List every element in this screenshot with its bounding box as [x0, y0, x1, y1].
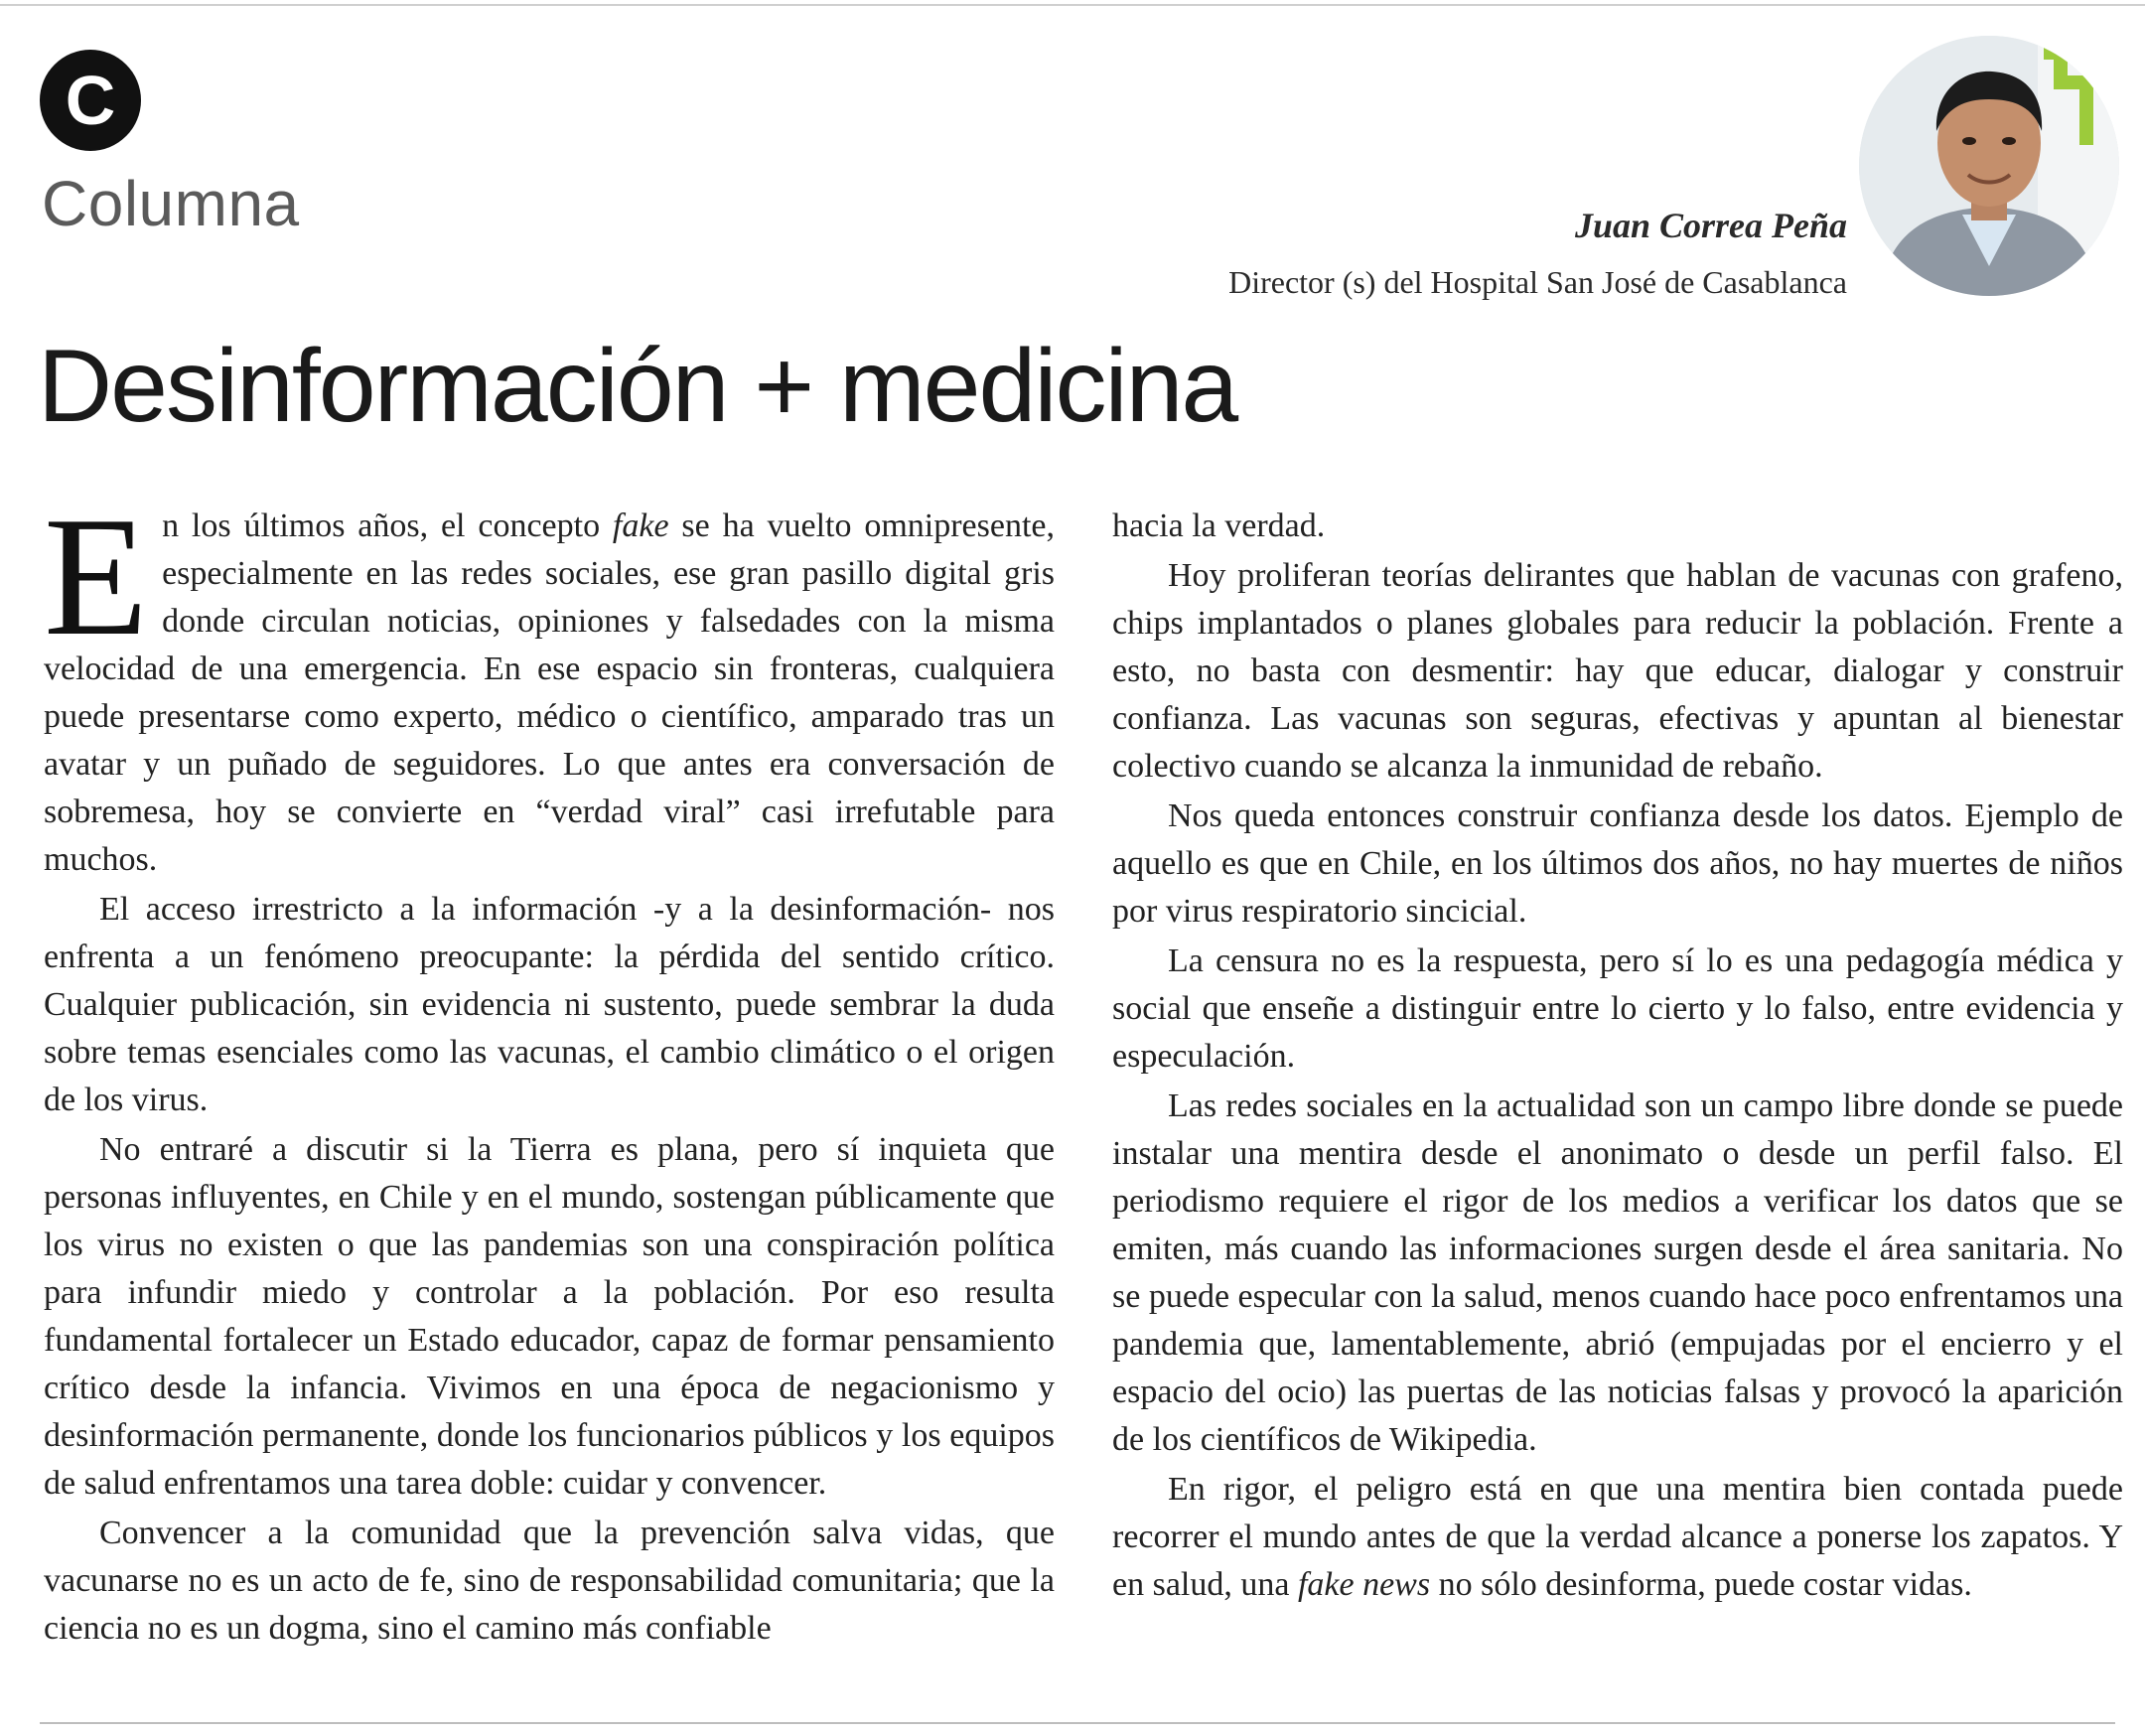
paragraph-text: n los últimos años, el concepto [162, 507, 613, 544]
article-column-right [1112, 503, 2123, 1611]
article-paragraph: No entraré a discutir si la Tierra es plana, pero sí inquieta que personas influyentes, en Chile y en el mundo, sostengan públicamente que los virus no existen o que las pandemias son una conspiración política para infundir miedo y controlar a la población. Por eso resulta fundamental fortalecer un Estado educador, capaz de formar pensamiento crítico desde la infancia. Vivimos en una época de negacionismo y desinformación permanente, donde los funcionarios públicos y los equipos de salud enfrentamos una tarea doble: cuidar y convencer. [44, 1131, 1055, 1502]
article-paragraph: El acceso irrestricto a la información -y a la desinformación- nos enfrenta a un fenómeno preocupante: la pérdida del sentido crítico. Cualquier publicación, sin evidencia ni sustento, puede sembrar la duda sobre temas esenciales como las vacunas, el cambio climático o el origen de los virus. [44, 891, 1055, 1118]
paragraph-text: no sólo desinforma, puede costar vidas. [1430, 1566, 1972, 1603]
top-rule [0, 4, 2145, 6]
emphasis-text: fake news [1297, 1566, 1431, 1603]
article-paragraph: Convencer a la comunidad que la prevención salva vidas, que vacunarse no es un acto de fe, sino de responsabilidad comunitaria; que la ciencia no es un dogma, sino el camino más confiable [44, 1515, 1055, 1647]
article-paragraph: Nos queda entonces construir confianza desde los datos. Ejemplo de aquello es que en Chile, en los últimos dos años, no hay muertes de niños por virus respiratorio sincicial. [1112, 797, 2123, 930]
article-headline: Desinformación + medicina [38, 329, 1237, 444]
article-paragraph: La censura no es la respuesta, pero sí lo es una pedagogía médica y social que enseñe a distinguir entre lo cierto y lo falso, entre evidencia y especulación. [1112, 942, 2123, 1075]
drop-cap: E [44, 483, 149, 671]
article-column-left [44, 483, 1055, 1655]
paragraph-text: En rigor, el peligro está en que una mentira bien contada puede recorrer el mundo antes de que la verdad alcance a ponerse los zapatos. Y en salud, una [1112, 1471, 2123, 1603]
author-portrait-icon [1859, 36, 2119, 296]
paragraph-text: se ha vuelto omnipresente, especialmente en las redes sociales, ese gran pasillo digital gris donde circulan noticias, opiniones y falsedades con la misma velocidad de una emergencia. En ese espacio sin fronteras, cualquiera puede presentarse como experto, médico o científico, amparado tras un avatar y un puñado de seguidores. Lo que antes era conversación de sobremesa, hoy se convierte en “verdad viral” casi irrefutable para muchos. [44, 507, 1055, 878]
section-name: Columna [42, 168, 300, 239]
bottom-rule [40, 1722, 2115, 1724]
author-byline [1228, 205, 1847, 301]
author-name: Juan Correa Peña [1574, 206, 1847, 245]
section-badge: C [40, 50, 141, 151]
article-paragraph [1112, 1466, 2123, 1609]
article-paragraph: Hoy proliferan teorías delirantes que hablan de vacunas con grafeno, chips implantados o planes globales para reducir la población. Frente a esto, no basta con desmentir: hay que educar, dialogar y construir confianza. Las vacunas son seguras, efectivas y apuntan al bienestar colectivo cuando se alcanza la inmunidad de rebaño. [1112, 557, 2123, 785]
article-paragraph: Las redes sociales en la actualidad son un campo libre donde se puede instalar una mentira desde el anonimato o desde un perfil falso. El periodismo requiere el rigor de los medios a verificar los datos que se emiten, más cuando las informaciones surgen desde el área sanitaria. No se puede especular con la salud, menos cuando hace poco enfrentamos una pandemia que, lamentablemente, abrió (empujadas por el encierro y el espacio del ocio) las puertas de las noticias falsas y provocó la aparición de los científicos de Wikipedia. [1112, 1087, 2123, 1458]
emphasis-text: fake [612, 507, 669, 544]
article-paragraph [44, 483, 1055, 884]
article-paragraph-continued: hacia la verdad. [1112, 507, 1326, 544]
author-role: Director (s) del Hospital San José de Casablanca [1228, 264, 1847, 300]
